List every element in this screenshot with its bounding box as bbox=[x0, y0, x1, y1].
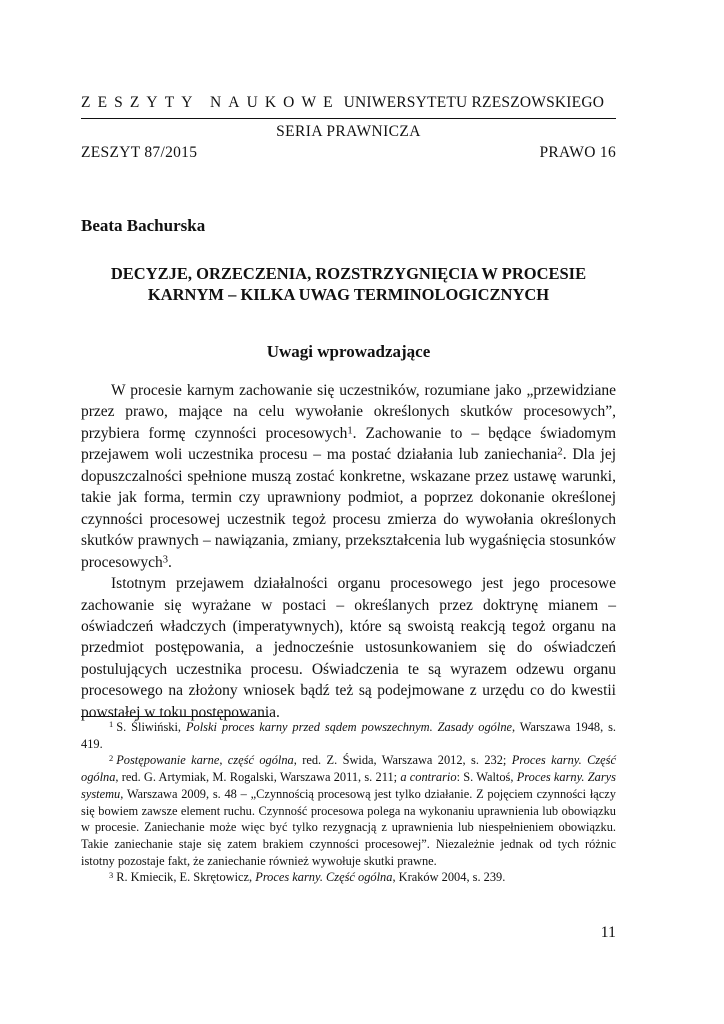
footnote-ref-2[interactable]: 2 bbox=[557, 446, 563, 458]
issue-number: ZESZYT 87/2015 bbox=[81, 144, 198, 161]
footnote-ref-1[interactable]: 1 bbox=[347, 425, 353, 437]
footnote-ref-3[interactable]: 3 bbox=[162, 553, 169, 565]
issue-row bbox=[81, 143, 616, 163]
footnote-3: $^3$ R. Kmiecik, E. Skrętowicz, Proces karny. Część ogólna, Kraków 2004, s. 239. bbox=[109, 869, 506, 885]
paragraph-1: W procesie karnym zachowanie się uczestników, rozumiane jako „przewidziane przez prawo, mające na celu wywołanie określonych skutków procesowych”, przybiera formę czynności procesowych$^1$. Zachowanie to – będące świadomym przejawem woli uczestnika procesu – ma postać działania lub zaniechania$^2$. Dla jej dopuszczalności spełnione muszą zostać konkretne, wskazane przez ustawę warunki, takie jak forma, termin czy uprawniony podmiot, a poprzez dokonanie określonej czynności procesowej uczestnik tegoż procesu zmierza do wywołania określonych skutków prawnych – nawiązania, zmiany, przekształcenia lub wygaśnięcia stosunków procesowych$^3$. bbox=[81, 382, 617, 571]
footnote-1: $^1$ S. Śliwiński, Polski proces karny przed sądem powszechnym. Zasady ogólne, Warszawa 1948, s. 419. bbox=[81, 719, 617, 751]
article-title-line-1: DECYZJE, ORZECZENIA, ROZSTRZYGNIĘCIA W PROCESIE bbox=[110, 264, 587, 283]
author-name: Beata Bachurska bbox=[81, 216, 206, 235]
page-number: 11 bbox=[600, 924, 616, 941]
footnote-3-number: 3 bbox=[109, 869, 114, 880]
volume-label: PRAWO 16 bbox=[539, 144, 616, 161]
header-rule bbox=[81, 118, 616, 119]
footnote-2: $^2$ Postępowanie karne, część ogólna, red. Z. Świda, Warszawa 2012, s. 232; Proces karny. Część ogólna, red. G. Artymiak, M. Rogalski, Warszawa 2011, s. 211; a contrario: S. Waltoś, Proces karny. Zarys systemu, Warszawa 2009, s. 48 – „Czynnością procesową jest tylko działanie. Z pojęciem czynności łączy się bowiem zawsze element ruchu. Czynność procesowa polega na wykonaniu uprawnienia lub obowiązku w procesie. Zaniechanie może więc być tylko rezygnacją z uprawnienia lub niespełnieniem obowiązku. Takie zaniechanie staje się zatem brakiem czynności procesowej”. Niezależnie jednak od tych różnic istotny pozostaje fakt, że zaniechanie również wywołuje skutki prawne. bbox=[81, 752, 616, 868]
footnote-separator bbox=[81, 716, 269, 717]
journal-name bbox=[81, 93, 616, 113]
article-title bbox=[81, 263, 616, 305]
article-title-line-2: KARNYM – KILKA UWAG TERMINOLOGICZNYCH bbox=[147, 285, 550, 304]
footnote-2-number: 2 bbox=[109, 752, 114, 763]
paragraph-2: Istotnym przejawem działalności organu procesowego jest jego procesowe zachowanie się wyrażane w postaci – określanych przez doktrynę mianem – oświadczeń władczych (imperatywnych), które są swoistą reakcją tegoż organu na przedmiot postępowania, a jednocześnie ustosunkowaniem się do oświadczeń postulujących uczestnika procesu. Oświadczenia te są wyrazem odzewu organu procesowego na złożony wniosek bądź też są podejmowane z urzędu co do kwestii powstałej w toku postępowania. bbox=[81, 575, 616, 721]
series-name: SERIA PRAWNICZA bbox=[276, 123, 421, 140]
footnotes bbox=[81, 719, 616, 886]
journal-name-spaced: ZESZYTY NAUKOWE bbox=[81, 94, 340, 111]
body-text bbox=[81, 380, 616, 723]
footnote-1-number: 1 bbox=[109, 719, 114, 730]
section-heading: Uwagi wprowadzające bbox=[266, 342, 431, 361]
journal-name-rest: UNIWERSYTETU RZESZOWSKIEGO bbox=[343, 94, 605, 111]
